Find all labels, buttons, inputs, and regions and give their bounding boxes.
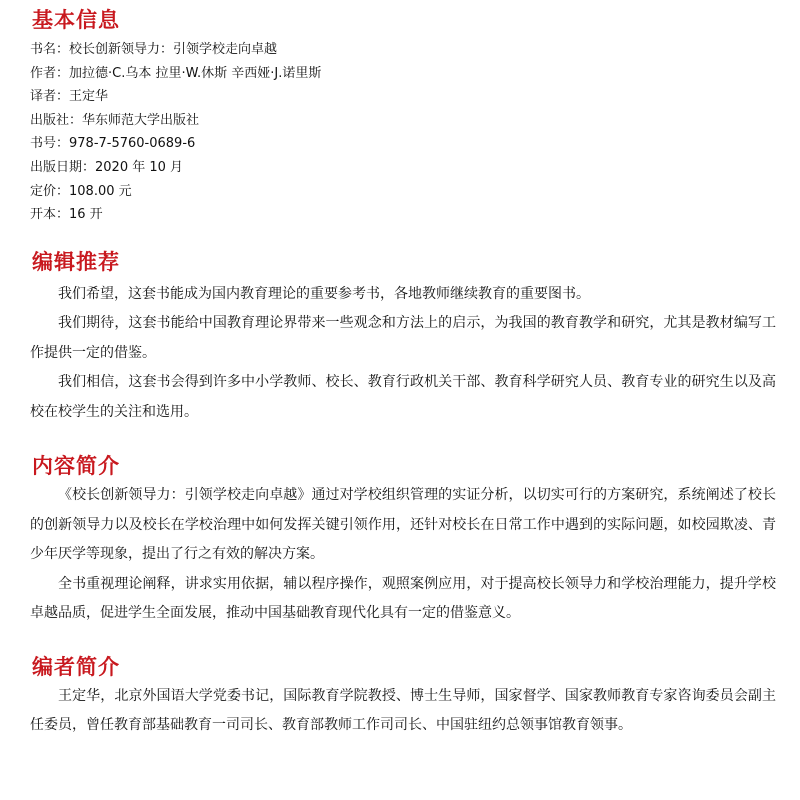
basic-info-list — [30, 38, 776, 227]
info-row-translator: 译者：王定华 — [30, 89, 109, 105]
summary-paragraph: 《校长创新领导力：引领学校走向卓越》通过对学校组织管理的实证分析，以切实可行的方案研究，系统阐述了校长的创新领导力以及校长在学校治理中如何发挥关键引领作用，还针对校长在日常工作中遇到的实际问题，如校园欺凌、青少年厌学等现象，提出了行之有效的解决方案。 — [30, 487, 776, 563]
content-summary-heading: 内容简介 — [32, 454, 120, 479]
info-row-format: 开本：16 开 — [30, 207, 103, 223]
info-row-book-name: 书名：校长创新领导力：引领学校走向卓越 — [30, 42, 278, 57]
info-row-authors: 作者：加拉德·C.乌本 拉里·W.休斯 辛西娅·J.诺里斯 — [30, 65, 322, 81]
info-row-publisher: 出版社：华东师范大学出版社 — [30, 112, 200, 128]
content-summary-body — [30, 481, 776, 629]
intro-paragraph: 王定华，北京外国语大学党委书记，国际教育学院教授、博士生导师，国家督学、国家教师教育专家咨询委员会副主任委员，曾任教育部基础教育一司司长、教育部教师工作司司长、中国驻纽约总领事馆教育领事。 — [30, 687, 776, 734]
translator-intro-heading: 编者简介 — [32, 654, 120, 679]
recommendation-paragraph: 我们期待，这套书能给中国教育理论界带来一些观念和方法上的启示，为我国的教育教学和研究，尤其是教材编写工作提供一定的借鉴。 — [30, 315, 776, 361]
recommendation-paragraph: 我们相信，这套书会得到许多中小学教师、校长、教育行政机关干部、教育科学研究人员、教育专业的研究生以及高校在校学生的关注和选用。 — [30, 374, 776, 420]
info-row-isbn: 书号：978-7-5760-0689-6 — [30, 136, 196, 152]
editor-recommendation-heading: 编辑推荐 — [32, 249, 120, 274]
recommendation-paragraph: 我们希望，这套书能成为国内教育理论的重要参考书，各地教师继续教育的重要图书。 — [58, 285, 590, 302]
info-row-price: 定价：108.00 元 — [30, 183, 132, 199]
summary-paragraph: 全书重视理论阐释，讲求实用依据，辅以程序操作，观照案例应用，对于提高校长领导力和学校治理能力，提升学校卓越品质，促进学生全面发展，推动中国基础教育现代化具有一定的借鉴意义。 — [30, 575, 776, 622]
editor-recommendation-body — [30, 280, 776, 428]
basic-info-heading: 基本信息 — [32, 8, 120, 32]
translator-intro-body — [30, 682, 776, 741]
info-row-publish-date: 出版日期：2020 年 10 月 — [30, 159, 184, 175]
